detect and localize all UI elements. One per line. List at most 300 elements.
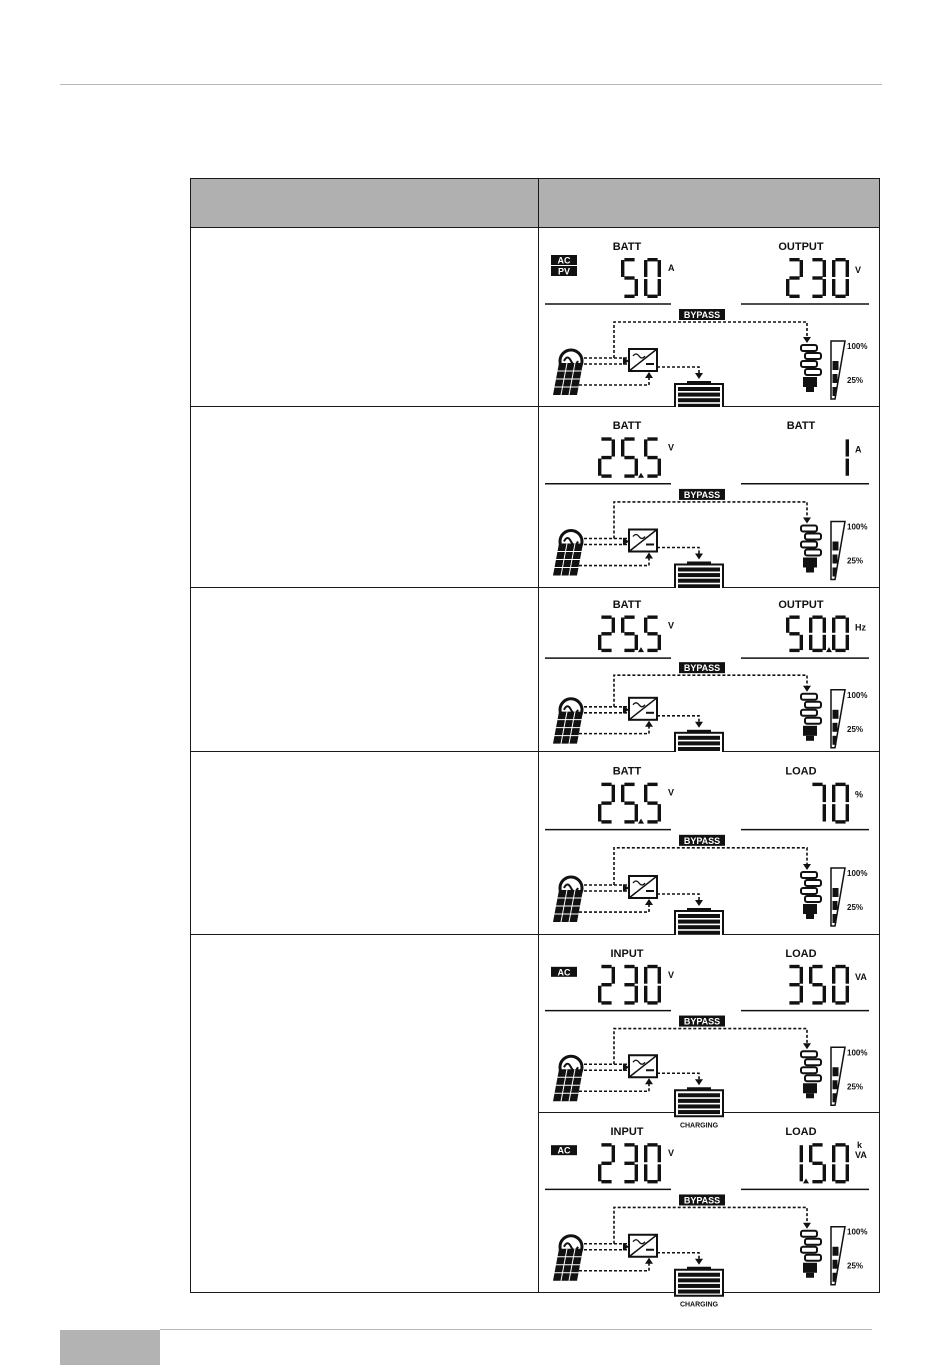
seven-segment-digit (799, 1145, 802, 1181)
lcd-segment (601, 820, 611, 823)
lcd-segment (621, 618, 624, 633)
battery-bar (678, 387, 720, 391)
lcd-segment (644, 439, 647, 456)
flow-arrow (645, 1078, 653, 1084)
bulb-coil (801, 694, 817, 700)
bulb-tip (806, 1273, 814, 1278)
left-label: BATT (612, 765, 641, 778)
lcd-segment (601, 1162, 611, 1165)
seven-segment-digit (598, 1143, 615, 1183)
flow-arrow (645, 721, 653, 727)
inverter-to-battery-line (657, 367, 699, 377)
lcd-segment (624, 1001, 634, 1004)
lcd-segment (647, 649, 657, 652)
lcd-segment (832, 618, 835, 633)
seven-segment-digit (621, 437, 638, 477)
lcd-segment (845, 1145, 848, 1162)
lcd-segment (647, 615, 657, 618)
level-low-label: 25% (846, 556, 863, 566)
lcd-segment (832, 1145, 835, 1162)
pv-to-inverter-line (579, 553, 649, 565)
inverter-dc-mark (646, 712, 654, 714)
lcd-digits (598, 783, 661, 824)
lcd-segment (624, 295, 634, 298)
decimal-point (638, 819, 644, 824)
lcd-segment (832, 1164, 835, 1181)
load-level-segment (832, 1080, 837, 1089)
lcd-segment (644, 618, 647, 633)
lcd-segment (601, 783, 611, 786)
lcd-screen (539, 935, 880, 1130)
seven-segment-digit (809, 615, 826, 652)
lcd-segment (624, 276, 634, 279)
lcd-digits (812, 783, 849, 824)
bulb-coil (805, 1239, 821, 1245)
lcd-segment (789, 615, 799, 618)
inverter-dc-mark (646, 1069, 654, 1071)
lcd-digits (598, 615, 661, 652)
lcd-segment (835, 615, 845, 618)
inverter-dc-mark (646, 543, 654, 545)
lcd-segment (789, 632, 799, 635)
left-label: INPUT (610, 1126, 643, 1139)
lcd-segment (647, 437, 657, 440)
level-high-label: 100% (846, 522, 867, 532)
bulb-coil (801, 361, 817, 367)
flow-arrow (645, 899, 653, 905)
bulb-coil (805, 369, 821, 375)
bulb-coil (801, 541, 817, 547)
lcd-segment (611, 439, 614, 456)
seven-segment-digit (644, 783, 661, 824)
bulb-coil (801, 525, 817, 531)
lcd-segment (832, 967, 835, 984)
decimal-point (638, 473, 644, 478)
battery-icon (675, 1087, 723, 1116)
bulb-coil (801, 1231, 817, 1237)
lcd-segment (657, 635, 660, 650)
lcd-segment (799, 635, 802, 650)
lcd-segment (601, 474, 611, 477)
lcd-segment (647, 801, 657, 804)
lcd-segment (624, 1180, 634, 1183)
seven-segment-digit (624, 965, 638, 1005)
level-high-label: 100% (846, 342, 867, 351)
bulb-coil (801, 872, 817, 878)
lcd-segment (799, 260, 802, 277)
lcd-segment (845, 1164, 848, 1181)
bulb-coil (805, 702, 821, 708)
lcd-segment (822, 804, 825, 821)
lcd-segment (624, 649, 634, 652)
lcd-segment (812, 615, 822, 618)
decimal-point (803, 1178, 809, 1183)
lcd-segment (835, 1143, 845, 1146)
inverter-to-battery-line (657, 1253, 699, 1263)
lcd-segment (601, 965, 611, 968)
lcd-content (545, 948, 869, 1129)
seven-segment-digit (644, 965, 661, 1005)
lcd-segment (611, 967, 614, 984)
bulb-coil (801, 1067, 817, 1073)
lcd-segment (812, 983, 822, 986)
lcd-segment (835, 1180, 845, 1183)
bulb-coil (805, 549, 821, 555)
bulb-tip (806, 914, 814, 919)
seven-segment-digit (644, 615, 661, 652)
load-level-segment (832, 567, 836, 576)
load-level-segment (832, 901, 837, 910)
bulb-base (803, 557, 817, 567)
lcd-segment (845, 279, 848, 296)
lcd-segment (657, 1164, 660, 1181)
battery-bar (678, 398, 720, 402)
lcd-segment (835, 258, 845, 261)
battery-bar (678, 1104, 720, 1108)
load-level-segment (832, 554, 837, 563)
lcd-cell (538, 752, 880, 935)
bulb-coil (801, 1051, 817, 1057)
row-description (191, 228, 539, 407)
lcd-segment (657, 804, 660, 821)
level-low-label: 25% (846, 376, 863, 385)
lcd-segment (601, 632, 611, 635)
battery-bar (678, 567, 720, 571)
solar-panel-icon (553, 363, 583, 395)
load-level-segment (832, 387, 836, 396)
battery-bar (678, 1093, 720, 1097)
inverter-dc-mark (646, 890, 654, 892)
lcd-segment (647, 965, 657, 968)
battery-bar (678, 925, 720, 929)
lcd-segment (812, 295, 822, 298)
lcd-segment (647, 295, 657, 298)
lcd-segment (812, 649, 822, 652)
lcd-screen (539, 752, 880, 934)
lcd-content (545, 420, 869, 603)
lcd-segment (835, 965, 845, 968)
left-unit: V (667, 787, 674, 798)
left-unit: V (667, 1148, 674, 1159)
lcd-segment (835, 820, 845, 823)
inverter-to-battery-line (657, 547, 699, 557)
lcd-segment (624, 615, 634, 618)
battery-bar (678, 1284, 720, 1288)
left-label: BATT (612, 420, 641, 433)
right-label: OUTPUT (777, 599, 824, 612)
lcd-segment (644, 260, 647, 277)
solar-panel-icon (553, 544, 583, 576)
seven-segment-digit (832, 965, 849, 1005)
seven-segment-digit (809, 965, 826, 1005)
bulb-coil (801, 345, 817, 351)
solar-panel-icon (553, 1249, 583, 1281)
lcd-segment (845, 459, 848, 476)
row-description (191, 588, 539, 752)
lcd-segment (644, 986, 647, 1003)
right-unit: % (854, 789, 863, 800)
inverter-icon (629, 1055, 657, 1077)
lcd-segment (822, 279, 825, 296)
pv-to-inverter-line (579, 373, 649, 385)
lcd-segment (598, 459, 601, 476)
bulb-base (803, 1263, 817, 1273)
lcd-segment (634, 804, 637, 821)
flow-arrow (695, 1079, 703, 1085)
bulb-base (803, 377, 817, 387)
lcd-segment (789, 1001, 799, 1004)
right-unit: VA (854, 971, 867, 982)
load-bulb-icon (801, 1051, 821, 1098)
left-unit: V (667, 620, 674, 631)
left-unit: V (667, 969, 674, 980)
mode-badge-text: AC (557, 255, 570, 266)
seven-segment-digit (809, 1143, 826, 1183)
row-description (191, 752, 539, 935)
load-level-segment (832, 736, 836, 745)
lcd-segment (789, 983, 799, 986)
bulb-coil (801, 888, 817, 894)
lcd-screen (539, 228, 880, 406)
flow-arrow (645, 372, 653, 378)
right-label: LOAD (784, 1126, 817, 1139)
right-unit-prefix: k (856, 1140, 862, 1151)
level-low-label: 25% (846, 902, 863, 912)
lcd-segment (621, 785, 624, 802)
battery-bar (678, 1273, 720, 1277)
lcd-segment (624, 820, 634, 823)
load-level-segment (832, 710, 838, 719)
lcd-segment (832, 635, 835, 650)
flow-arrow (803, 1043, 811, 1049)
right-unit: V (854, 265, 861, 275)
lcd-segment (624, 437, 634, 440)
seven-segment-digit (832, 258, 849, 298)
left-unit: A (667, 263, 674, 273)
lcd-segment (835, 649, 845, 652)
lcd-segment (611, 1145, 614, 1162)
lcd-segment (789, 276, 799, 279)
lcd-cell (538, 228, 880, 407)
lcd-screen (539, 588, 880, 751)
lcd-cell (538, 935, 880, 1309)
lcd-segment (624, 456, 634, 459)
seven-segment-digit (789, 965, 803, 1005)
lcd-segment (789, 649, 799, 652)
battery-bar (678, 1290, 720, 1294)
solar-panel-icon (553, 1069, 583, 1101)
seven-segment-digit (644, 1143, 661, 1183)
table-row (191, 407, 880, 588)
lcd-segment (624, 258, 634, 261)
decimal-point (638, 647, 644, 652)
load-level-segment (832, 888, 838, 897)
lcd-segment (845, 785, 848, 802)
charging-label: CHARGING (679, 1122, 718, 1130)
lcd-segment (789, 965, 799, 968)
lcd-segment (822, 260, 825, 277)
lcd-segment (845, 260, 848, 277)
inverter-icon (629, 698, 657, 720)
lcd-segment (832, 804, 835, 821)
bulb-coil (805, 1075, 821, 1081)
lcd-segment (647, 258, 657, 261)
lcd-content (545, 1126, 869, 1309)
lcd-segment (601, 983, 611, 986)
seven-segment-digit (598, 437, 615, 477)
battery-bar (678, 741, 720, 745)
seven-segment-digit (621, 258, 638, 298)
seven-segment-digit (832, 783, 849, 824)
level-low-label: 25% (846, 1082, 863, 1092)
level-high-label: 100% (846, 1227, 867, 1237)
lcd-digits (845, 439, 848, 475)
lcd-segment (812, 276, 822, 279)
lcd-segment (634, 635, 637, 650)
inverter-icon (629, 349, 657, 371)
lcd-segment (812, 1180, 822, 1183)
lcd-digits (598, 1143, 661, 1183)
seven-segment-digit (598, 783, 615, 824)
lcd-segment (601, 437, 611, 440)
solar-panel-icon (553, 890, 583, 922)
lcd-screen (539, 1113, 880, 1309)
lcd-content (545, 241, 869, 423)
lcd-display-table (190, 178, 880, 1309)
lcd-digits (786, 615, 849, 652)
seven-segment-digit (786, 615, 803, 652)
page-number-tab (60, 1330, 160, 1365)
row-description (191, 407, 539, 588)
lcd-segment (647, 632, 657, 635)
lcd-segment (624, 801, 634, 804)
load-level-segment (832, 1067, 838, 1076)
lcd-segment (601, 801, 611, 804)
lcd-segment (809, 1145, 812, 1162)
lcd-segment (835, 783, 845, 786)
battery-bar (678, 1110, 720, 1114)
lcd-segment (634, 279, 637, 296)
load-level-segment (832, 1260, 837, 1269)
lcd-segment (812, 258, 822, 261)
lcd-segment (812, 783, 822, 786)
battery-bar (678, 573, 720, 577)
lcd-segment (799, 1164, 802, 1181)
bulb-tip (806, 567, 814, 572)
lcd-segment (822, 1164, 825, 1181)
lcd-segment (624, 1143, 634, 1146)
lcd-segment (624, 783, 634, 786)
right-unit: VA (854, 1150, 867, 1161)
level-low-label: 25% (846, 1261, 863, 1271)
solar-panel-icon (553, 712, 583, 744)
lcd-segment (832, 279, 835, 296)
header-description (191, 179, 539, 228)
left-label: BATT (612, 599, 641, 612)
inverter-to-battery-line (657, 716, 699, 726)
bypass-label: BYPASS (683, 1195, 720, 1206)
pv-to-inverter-line (579, 900, 649, 912)
load-level-segment (832, 541, 838, 550)
lcd-screen (539, 407, 880, 587)
flow-arrow (695, 553, 703, 559)
seven-segment-digit (644, 258, 661, 298)
lcd-segment (644, 279, 647, 296)
lcd-segment (601, 456, 611, 459)
bulb-coil (805, 896, 821, 902)
pv-to-inverter-line (579, 1259, 649, 1271)
battery-bar (678, 747, 720, 751)
decimal-point (826, 647, 832, 652)
lcd-segment (644, 1145, 647, 1162)
flow-arrow (695, 900, 703, 906)
load-bulb-icon (801, 345, 821, 392)
level-low-label: 25% (846, 724, 863, 734)
lcd-digits (621, 258, 661, 298)
lcd-segment (786, 618, 789, 633)
lcd-segment (799, 1145, 802, 1162)
lcd-digits (789, 965, 849, 1005)
bulb-base (803, 726, 817, 736)
load-level-segment (832, 374, 837, 383)
load-level-segment (832, 1273, 836, 1282)
pv-to-inverter-line (579, 722, 649, 734)
battery-bar (678, 920, 720, 924)
lcd-segment (647, 456, 657, 459)
lcd-segment (822, 618, 825, 633)
flow-arrow (645, 552, 653, 558)
inverter-icon (629, 876, 657, 898)
seven-segment-digit (621, 615, 638, 652)
row-description (191, 935, 539, 1293)
lcd-segment (789, 258, 799, 261)
load-level-segment (832, 1093, 836, 1102)
lcd-segment (598, 635, 601, 650)
lcd-segment (621, 260, 624, 277)
seven-segment-digit (786, 258, 803, 298)
mode-badge-text: AC (557, 1145, 570, 1156)
lcd-cell (538, 407, 880, 588)
load-level-segment (832, 361, 838, 370)
lcd-segment (647, 1001, 657, 1004)
level-high-label: 100% (846, 1048, 867, 1058)
lcd-segment (845, 804, 848, 821)
lcd-segment (647, 474, 657, 477)
seven-segment-digit (624, 1143, 638, 1183)
lcd-segment (822, 635, 825, 650)
bulb-coil (805, 353, 821, 359)
lcd-segment (624, 965, 634, 968)
lcd-segment (601, 649, 611, 652)
bypass-label: BYPASS (683, 1016, 720, 1027)
seven-segment-digit (832, 615, 849, 652)
load-level-segment (832, 1247, 838, 1256)
right-unit: A (854, 444, 861, 455)
table-row (191, 935, 880, 1293)
lcd-segment (611, 785, 614, 802)
right-unit: Hz (854, 622, 866, 633)
seven-segment-digit (845, 439, 848, 475)
right-label: LOAD (784, 765, 817, 778)
lcd-segment (634, 1145, 637, 1162)
lcd-segment (601, 1143, 611, 1146)
lcd-segment (647, 1143, 657, 1146)
lcd-segment (611, 618, 614, 633)
lcd-segment (657, 279, 660, 296)
right-label: BATT (786, 420, 815, 433)
lcd-segment (644, 1164, 647, 1181)
lcd-segment (657, 260, 660, 277)
